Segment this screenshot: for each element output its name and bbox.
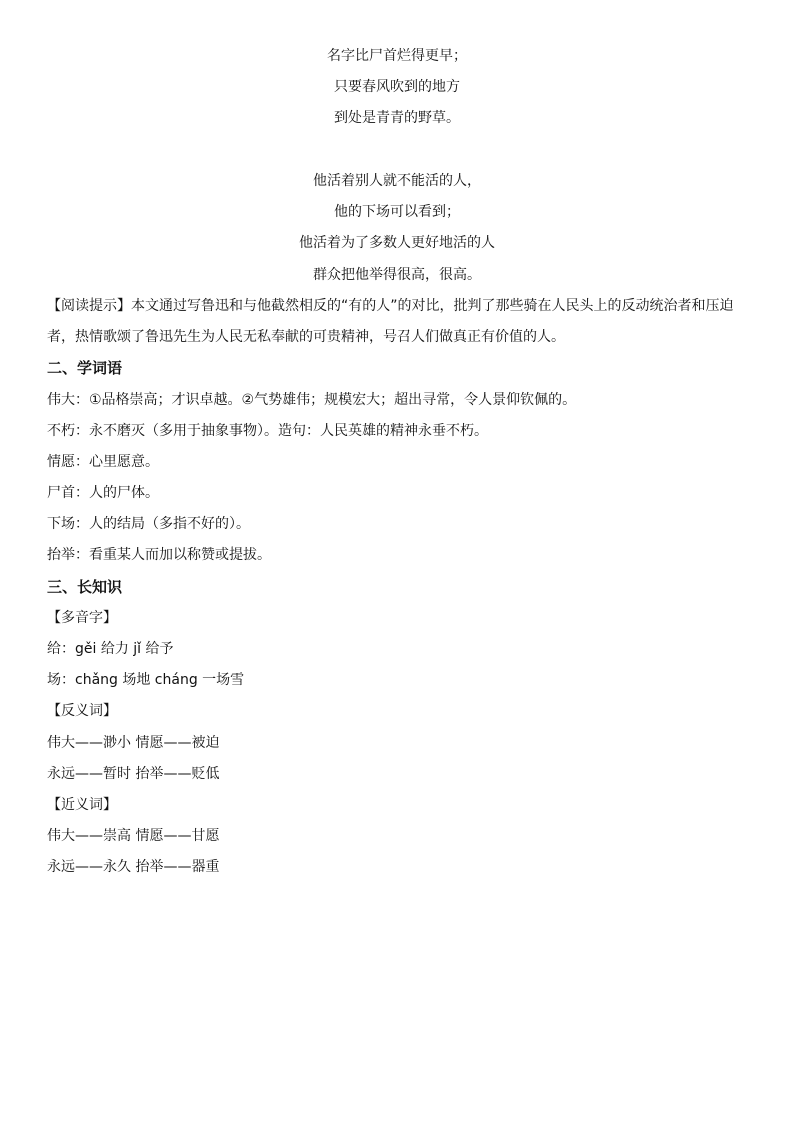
vocab-entry: 下场：人的结局（多指不好的）。 bbox=[47, 516, 250, 532]
poem-line: 他活着为了多数人更好地活的人 bbox=[299, 235, 495, 251]
poem-line: 名字比尸首烂得更早； bbox=[327, 48, 467, 64]
polyphone-line: 场：chǎng 场地 cháng 一场雪 bbox=[47, 672, 245, 688]
vocab-entry: 情愿：心里愿意。 bbox=[47, 454, 159, 470]
antonym-line: 永远——暂时 抬举——贬低 bbox=[47, 766, 220, 782]
section-heading: 二、学词语 bbox=[47, 359, 123, 377]
synonym-line: 伟大——崇高 情愿——甘愿 bbox=[47, 828, 220, 844]
vocab-entry: 不朽：永不磨灭（多用于抽象事物）。造句：人民英雄的精神永垂不朽。 bbox=[47, 423, 488, 439]
poem-line: 他活着别人就不能活的人， bbox=[313, 173, 481, 189]
vocab-entry: 尸首：人的尸体。 bbox=[47, 485, 159, 501]
poem-line: 到处是青青的野草。 bbox=[334, 110, 460, 126]
subsection-label: 【多音字】 bbox=[47, 610, 117, 626]
synonym-line: 永远——永久 抬举——器重 bbox=[47, 859, 220, 875]
subsection-label: 【反义词】 bbox=[47, 703, 117, 719]
subsection-label: 【近义词】 bbox=[47, 797, 117, 813]
vocab-entry: 伟大：①品格崇高；才识卓越。②气势雄伟；规模宏大；超出寻常，令人景仰钦佩的。 bbox=[47, 392, 577, 408]
vocab-entry: 抬举：看重某人而加以称赞或提拔。 bbox=[47, 547, 271, 563]
reading-tip-line: 者，热情歌颂了鲁迅先生为人民无私奉献的可贵精神，号召人们做真正有价值的人。 bbox=[47, 329, 565, 345]
polyphone-line: 给：gěi 给力 jǐ 给予 bbox=[47, 641, 174, 657]
poem-line: 他的下场可以看到； bbox=[334, 204, 460, 220]
reading-tip-line: 【阅读提示】本文通过写鲁迅和与他截然相反的“有的人”的对比，批判了那些骑在人民头上的反动统治者和压迫 bbox=[47, 298, 734, 314]
antonym-line: 伟大——渺小 情愿——被迫 bbox=[47, 735, 220, 751]
section-heading: 三、长知识 bbox=[47, 578, 123, 596]
poem-line: 只要春风吹到的地方 bbox=[334, 79, 460, 95]
poem-line: 群众把他举得很高，很高。 bbox=[313, 267, 481, 283]
